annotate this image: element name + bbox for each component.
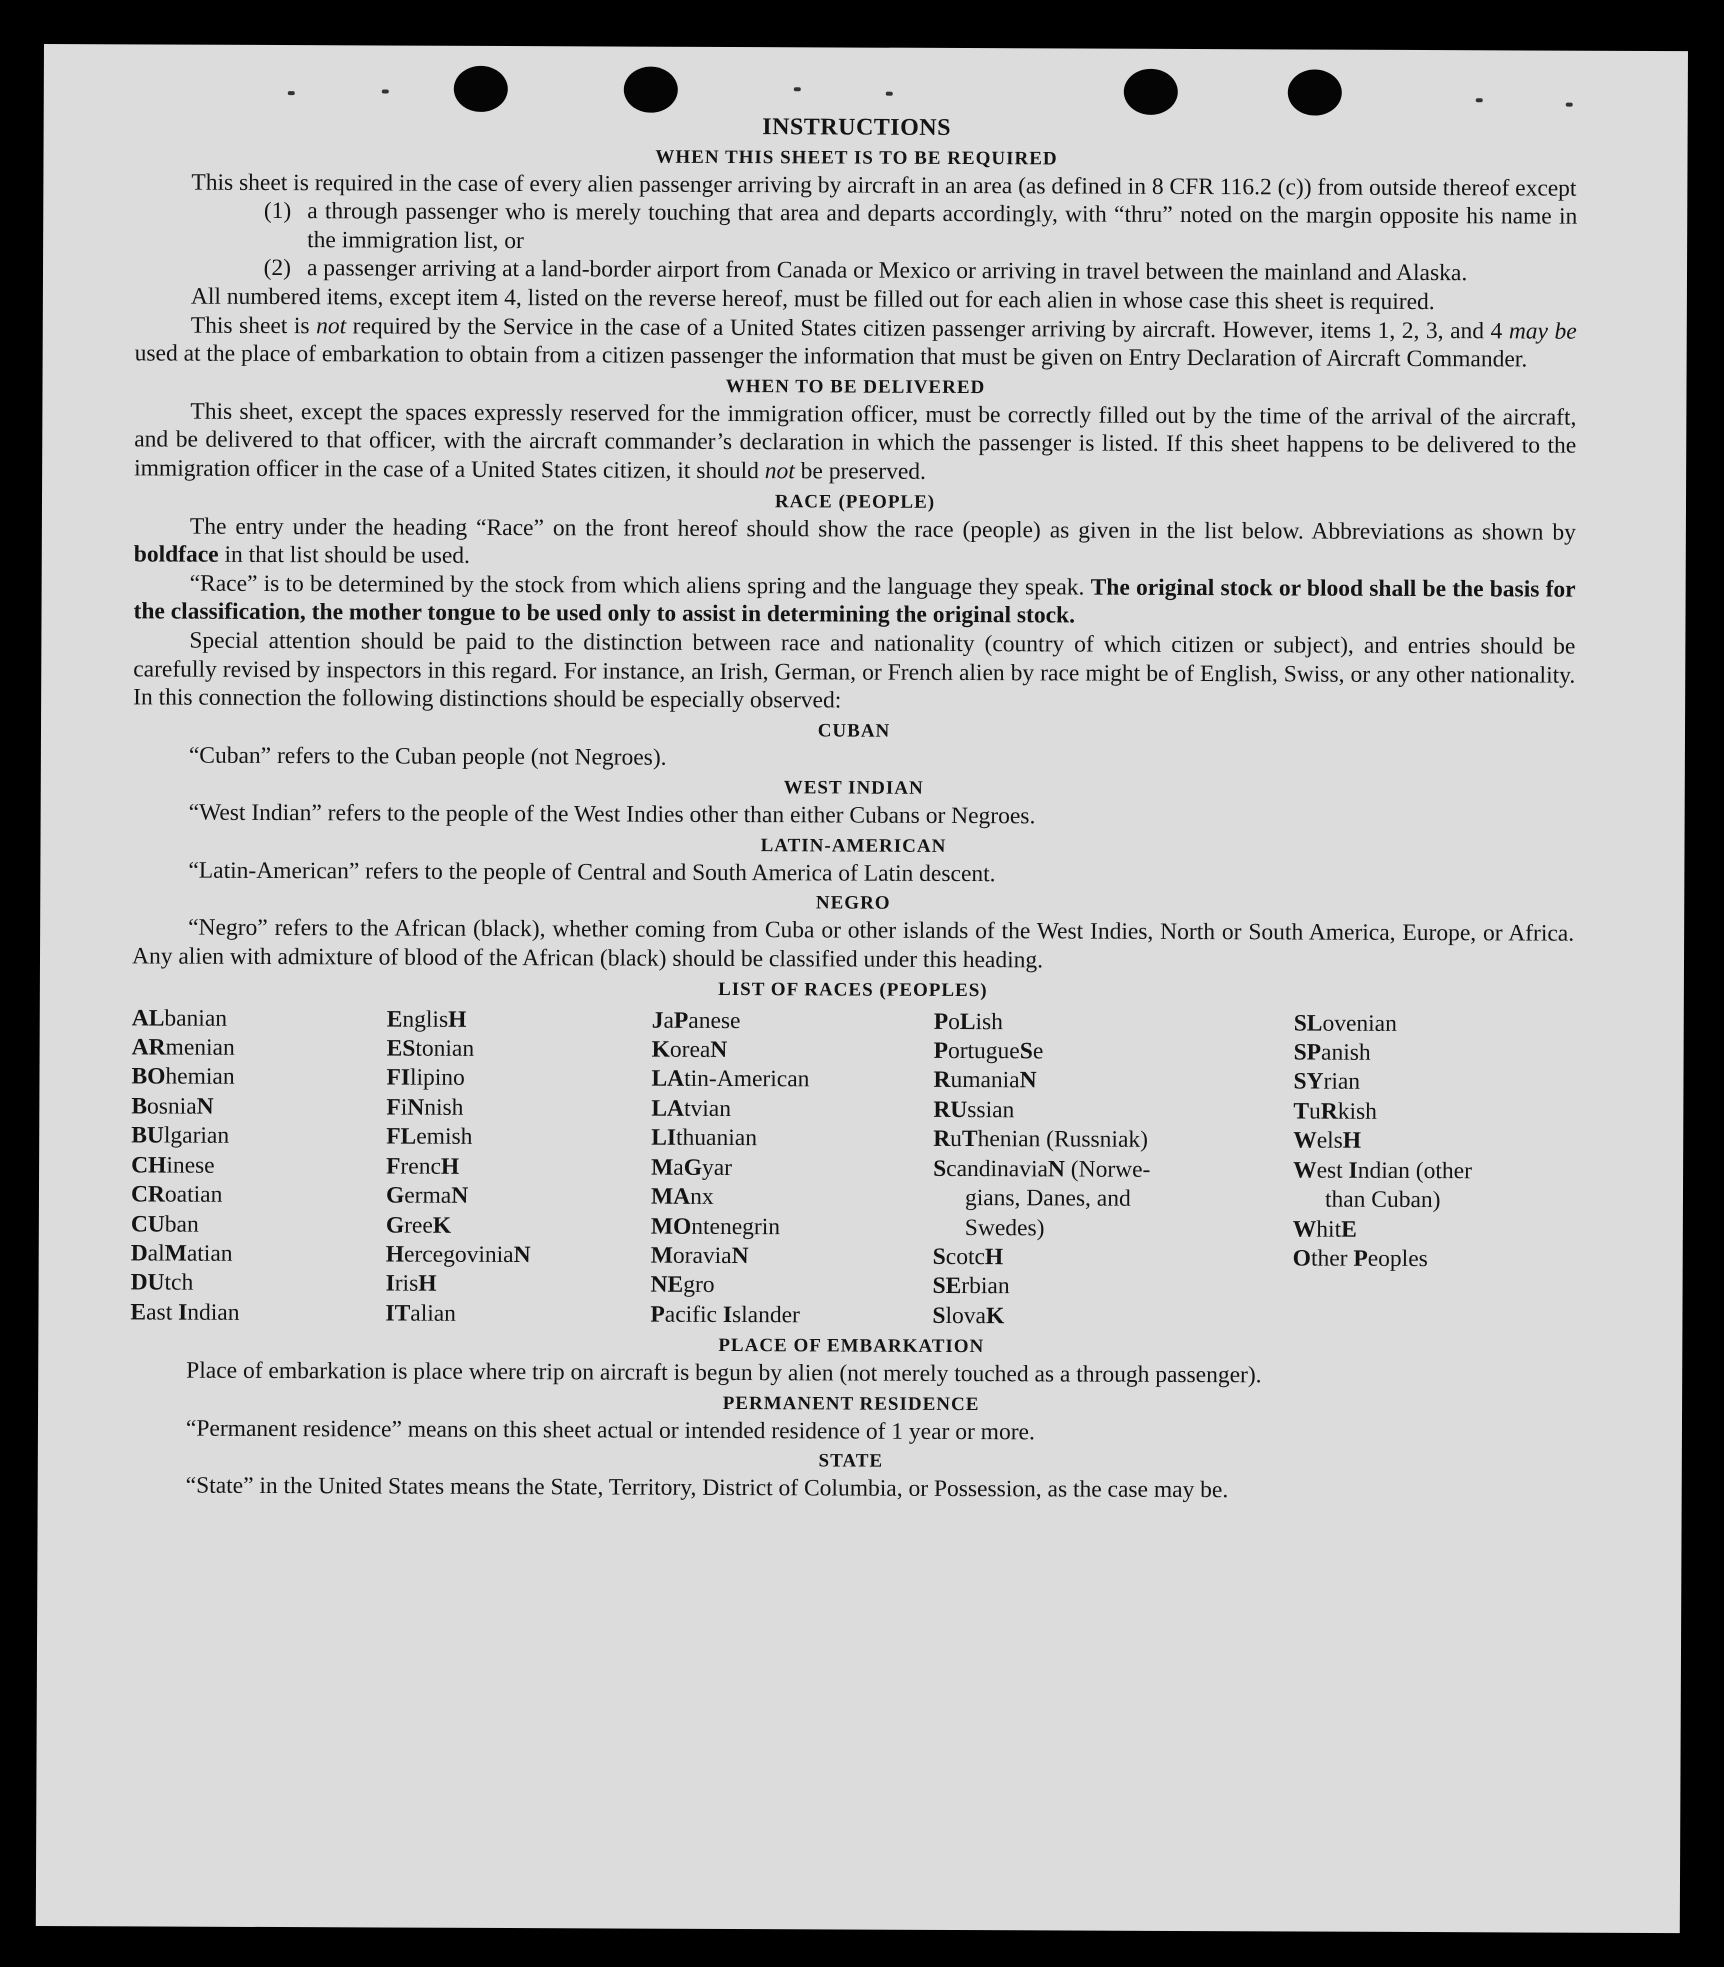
race-text: hit [1316,1216,1342,1243]
race-text: slander [731,1301,800,1329]
west-indian-paragraph: “West Indian” refers to the people of the West Indies other than either Cubans or Negroes. [188,799,1036,830]
speck [1476,98,1483,102]
race-text: emish [416,1123,473,1151]
race-entry [933,1272,1233,1303]
state-paragraph: “State” in the United States means the State, Territory, District of Columbia, or Possession, as the case may be. [185,1472,1229,1504]
race-entry [1293,1068,1568,1099]
cuban-paragraph: “Cuban” refers to the Cuban people (not Negroes). [188,742,667,771]
race-text: banian [164,1005,228,1032]
exception-number: (1) [263,198,292,225]
race-text: anish [1320,1039,1371,1066]
race-text: anese [688,1007,741,1034]
race-text: cotc [945,1243,985,1271]
race-text: alian [410,1300,457,1327]
race-abbreviation: R [933,1126,951,1153]
race-entry [934,1008,1234,1039]
text-run: “Race” is to be determined by the stock from which aliens spring and the language they speak. [189,570,1091,601]
race-text: ssian [967,1096,1015,1124]
race-entry [386,1064,651,1095]
race-abbreviation: N [1047,1156,1066,1183]
race-entry [933,1096,1233,1127]
race-abbreviation: G [385,1182,405,1209]
race-entry [652,1006,934,1037]
citizen-paragraph [135,311,1577,374]
race-entry [131,1122,386,1153]
race-text: ndian [187,1299,240,1326]
race-abbreviation: SY [1293,1068,1324,1096]
race-abbreviation: E [1341,1216,1357,1243]
heading-when-delivered: WHEN TO BE DELIVERED [725,375,986,398]
race-abbreviation: N [196,1093,214,1120]
race-entry [651,1153,933,1184]
text-run: required by the Service in the case of a United States citizen passenger arriving by aircraft. However, items 1, 2, 3, and 4 [346,312,1509,344]
race-abbreviation: K [985,1302,1005,1329]
race-abbreviation: H [984,1244,1004,1271]
race-list [130,1004,1573,1334]
race-text: ris [394,1270,419,1297]
race-text: nx [690,1183,714,1211]
race-text: lgarian [163,1122,230,1150]
race-text: tch [164,1269,194,1296]
race-entry [934,1037,1234,1068]
race-abbreviation: FI [386,1064,411,1092]
speck [794,87,801,91]
race-abbreviation: O [1292,1245,1312,1272]
page-title: INSTRUCTIONS [762,114,952,141]
race-text: kish [1337,1098,1378,1125]
race-text: oravia [672,1242,732,1269]
heading-state: STATE [818,1450,884,1472]
race-abbreviation: P [933,1037,949,1065]
delivery-paragraph [134,397,1576,489]
race-abbreviation: N [731,1242,749,1269]
race-entry [650,1300,932,1331]
race-abbreviation: W [1293,1157,1317,1184]
race-abbreviation: G [683,1154,703,1181]
race-entry [1293,1097,1568,1128]
exception-text: a through passenger who is merely touching that area and departs accordingly, with “thru” noted on the margin opposite his name in the immigration list, or [307,198,1578,254]
speck [288,91,295,95]
negro-paragraph: “Negro” refers to the African (black), whether coming from Cuba or other islands of the West Indies, North or South America, Europe, or Africa. Any alien with admixture of blood of the African (black) should be classified under this heading. [131,915,1575,974]
race-entry [651,1065,933,1096]
race-entry [387,1005,652,1036]
punch-hole [624,67,678,113]
race-text: tvian [683,1095,732,1122]
race-abbreviation: I [385,1270,395,1297]
race-abbreviation: M [651,1154,674,1181]
race-column [385,1005,651,1330]
heading-place-of-embarkation: PLACE OF EMBARKATION [718,1335,985,1358]
race-abbreviation: MO [650,1213,692,1240]
speck [886,92,893,96]
bold-text: The original stock or blood shall be the basis for the classification, the mother tongue to be used only to assist in determining the original stock. [133,574,1576,629]
race-text: rian [1323,1069,1361,1096]
race-entry [651,1242,933,1273]
race-entry [386,1093,651,1124]
race-abbreviation: RU [933,1096,968,1123]
race-abbreviation: SL [1293,1010,1323,1037]
race-text: u [950,1126,963,1153]
race-entry [1294,1009,1569,1040]
race-abbreviation: P [1353,1245,1368,1272]
race-column [932,1008,1233,1333]
punch-hole [1288,69,1342,115]
race-text: inese [166,1152,215,1179]
race-abbreviation: I [1348,1157,1358,1184]
race-column [130,1004,386,1329]
race-entry [651,1095,933,1126]
race-entry [385,1299,650,1330]
race-continuation: gians, Danes, and [964,1185,1131,1212]
race-abbreviation: F [386,1153,401,1180]
race-text: nish [424,1094,464,1121]
race-abbreviation: MA [650,1183,691,1210]
race-entry [933,1066,1233,1097]
speck [1566,103,1573,107]
race-text: eoples [1367,1245,1428,1272]
race-entry [1293,1215,1568,1246]
race-abbreviation: N [1019,1067,1037,1094]
race-abbreviation: J [651,1007,664,1034]
race-text: rbian [961,1273,1010,1300]
race-abbreviation: M [164,1240,187,1267]
text-run: be preserved. [794,458,927,485]
race-entry [932,1302,1232,1333]
race-text: els [1316,1127,1343,1154]
emphasis-text: not [316,312,347,339]
race-text: (Norwe- [1064,1156,1151,1183]
race-abbreviation: BO [131,1063,166,1091]
race-text: yar [701,1154,733,1181]
race-abbreviation: N [407,1094,425,1121]
race-text: ban [164,1211,199,1238]
race-abbreviation: BU [131,1122,164,1149]
race-text: oatian [164,1181,223,1208]
heading-negro: NEGRO [815,892,891,915]
race-abbreviation: IT [385,1300,411,1327]
heading-cuban: CUBAN [817,720,891,742]
race-text: ovenian [1322,1010,1397,1037]
race-text: tonian [415,1035,475,1062]
race-text: ish [975,1008,1004,1035]
race-abbreviation: H [448,1006,467,1033]
race-text: acific [664,1301,723,1328]
race-abbreviation: M [650,1242,673,1269]
race-entry [386,1182,651,1213]
race-abbreviation: P [933,1008,949,1035]
race-abbreviation: E [130,1299,147,1326]
exception-text: a passenger arriving at a land-border airport from Canada or Mexico or arriving in travel between the mainland and Alaska. [306,255,1468,287]
race-text: u [1308,1098,1321,1125]
race-abbreviation: ES [386,1035,416,1062]
race-entry [651,1212,933,1243]
race-text: gro [683,1272,715,1299]
race-column [650,1006,933,1331]
race-abbreviation: SE [932,1273,962,1300]
race-entry [386,1211,651,1242]
race-text: est [1316,1157,1349,1184]
race-abbreviation: NE [650,1271,684,1299]
race-abbreviation: CU [130,1210,165,1238]
text-run: in that list should be used. [218,541,470,569]
race-text: ast [146,1299,179,1326]
race-text: erma [404,1182,452,1209]
race-abbreviation: N [451,1182,469,1209]
race-entry [131,1210,386,1241]
race-abbreviation: DU [130,1269,165,1296]
race-text: e [1032,1038,1044,1065]
race-abbreviation: CR [130,1181,165,1208]
race-text: candinavia [946,1155,1049,1183]
race-column [1232,1009,1568,1334]
race-abbreviation: I [722,1301,733,1328]
race-entry [386,1240,651,1271]
text-run: This sheet is [190,312,317,339]
race-abbreviation: S [932,1243,946,1270]
speck [382,89,389,93]
race-entry [131,1239,386,1270]
race-text: ntenegrin [691,1213,781,1240]
bold-text: boldface [133,541,219,568]
race-abbreviation: LI [651,1124,677,1152]
race-text: ortugue [947,1038,1020,1065]
emphasis-text: not [764,458,795,485]
race-text: nglis [402,1006,449,1033]
when-required-intro: This sheet is required in the case of every alien passenger arriving by aircraft in an area (as defined in 8 CFR 116.2 (c)) from outside thereof except [191,169,1577,202]
race-abbreviation: R [1320,1098,1338,1125]
race-abbreviation: R [933,1067,951,1094]
heading-race: RACE (PEOPLE) [774,490,936,513]
race-text: atian [186,1240,233,1267]
race-entry [132,1033,387,1064]
race-text: tin-American [684,1066,810,1093]
race-abbreviation: P [673,1007,689,1034]
race-text: a [673,1154,684,1181]
heading-list-of-races: LIST OF RACES (PEOPLES) [718,978,988,1001]
race-abbreviation: H [440,1153,460,1180]
race-entry [1294,1039,1569,1070]
race-text: renc [400,1153,441,1180]
race-entry [1293,1127,1568,1158]
race-entry [387,1035,652,1066]
residence-paragraph: “Permanent residence” means on this sheet actual or intended residence of 1 year or more. [185,1415,1035,1446]
text-run: This sheet, except the spaces expressly reserved for the immigration officer, must be correctly filled out by the time of the arrival of the aircraft, and be delivered to that officer, with the aircraft commander’s declaration in which the passenger is listed. If this sheet happens to be delivered to the immigration officer in the case of a United States citizen, it should [134,398,1577,485]
race-abbreviation: I [178,1299,188,1326]
exception-item [135,197,1577,260]
race-text: o [948,1008,960,1035]
race-abbreviation: W [1292,1215,1317,1243]
race-abbreviation: B [131,1093,148,1120]
race-abbreviation: H [385,1241,405,1268]
race-abbreviation: F [386,1094,401,1121]
race-text: menian [165,1034,235,1061]
race-abbreviation: D [130,1240,148,1267]
race-text: orea [669,1036,711,1063]
race-abbreviation: S [933,1155,947,1182]
race-abbreviation: FL [386,1123,417,1150]
instructions-body [130,110,1578,1506]
race-entry [386,1123,651,1154]
race-abbreviation: G [385,1212,405,1239]
race-continuation: Swedes) [964,1214,1045,1241]
heading-permanent-residence: PERMANENT RESIDENCE [722,1392,980,1415]
race-text: ree [404,1212,433,1239]
race-text: lova [945,1302,987,1329]
race-abbreviation: N [513,1241,531,1269]
race-abbreviation: K [432,1212,452,1239]
race-entry [933,1155,1233,1245]
race-abbreviation: H [1342,1127,1362,1155]
race-entry [131,1180,386,1211]
race-entry [1293,1244,1568,1275]
race-entry [132,1004,387,1035]
race-abbreviation: T [961,1126,978,1153]
emphasis-text: may be [1508,317,1577,345]
race-text: thuanian [676,1125,758,1152]
punch-hole [1124,69,1178,115]
race-abbreviation: L [959,1008,976,1035]
race-entry [933,1243,1233,1274]
race-abbreviation: W [1293,1127,1317,1154]
race-entry [652,1036,934,1067]
place-paragraph: Place of embarkation is place where trip on aircraft is begun by alien (not merely touched as a through passenger). [186,1357,1262,1389]
document-page [36,44,1688,1933]
race-continuation: than Cuban) [1324,1186,1441,1214]
race-paragraph-3: Special attention should be paid to the distinction between race and nationality (country of which citizen or subject), and entries should be carefully revised by inspectors in this regard. For instance, an Irish, German, or French alien by race might be of English, Swiss, or any other nationality. In this connection the following distinctions should be especially observed: [133,627,1576,714]
race-abbreviation: S [1019,1038,1033,1065]
race-abbreviation: SP [1293,1039,1322,1066]
race-paragraph-1 [134,512,1576,575]
race-abbreviation: K [651,1036,670,1063]
race-abbreviation: P [650,1301,665,1328]
race-abbreviation: S [932,1302,946,1329]
race-text: i [400,1094,408,1121]
punch-hole [454,66,508,112]
race-entry [131,1269,386,1300]
race-text: lipino [409,1065,465,1092]
race-entry [1293,1156,1568,1216]
race-text: ercegovinia [403,1241,514,1268]
race-abbreviation: E [386,1006,403,1033]
heading-west-indian: WEST INDIAN [783,777,924,800]
heading-when-required: WHEN THIS SHEET IS TO BE REQUIRED [655,146,1058,170]
race-entry [651,1124,933,1155]
race-text: ther [1310,1245,1354,1272]
race-entry [131,1063,386,1094]
race-text: a [663,1007,674,1034]
race-text: umania [950,1067,1020,1094]
race-text: ndian (other [1357,1157,1472,1184]
race-paragraph-2 [133,569,1575,632]
text-run: used at the place of embarkation to obtain from a citizen passenger the information that must be given on Entry Declaration of Aircraft Commander. [134,340,1528,373]
exception-number: (2) [263,255,292,282]
race-entry [131,1092,386,1123]
latin-american-paragraph: “Latin-American” refers to the people of Central and South America of Latin descent. [188,857,996,888]
race-entry [651,1271,933,1302]
race-entry [651,1183,933,1214]
text-run: The entry under the heading “Race” on the front hereof should show the race (people) as given in the list below. Abbreviations as shown by [189,513,1576,546]
race-abbreviation: LA [651,1066,685,1093]
race-text: al [147,1240,165,1267]
race-abbreviation: LA [651,1095,685,1122]
race-text: osnia [146,1093,197,1120]
race-entry [386,1270,651,1301]
race-abbreviation: AL [131,1005,165,1032]
race-entry [933,1125,1233,1156]
heading-latin-american: LATIN-AMERICAN [760,835,947,857]
race-abbreviation: T [1293,1098,1310,1125]
race-text: henian (Russniak) [977,1126,1149,1154]
race-abbreviation: CH [131,1152,167,1179]
numbered-items-paragraph: All numbered items, except item 4, listed on the reverse hereof, must be filled out for each alien in whose case this sheet is required. [190,283,1435,316]
race-abbreviation: AR [131,1034,166,1061]
race-abbreviation: N [710,1036,728,1064]
race-abbreviation: H [418,1270,437,1298]
race-entry [130,1298,385,1329]
race-entry [386,1152,651,1183]
race-text: hemian [165,1064,235,1091]
race-entry [131,1151,386,1182]
